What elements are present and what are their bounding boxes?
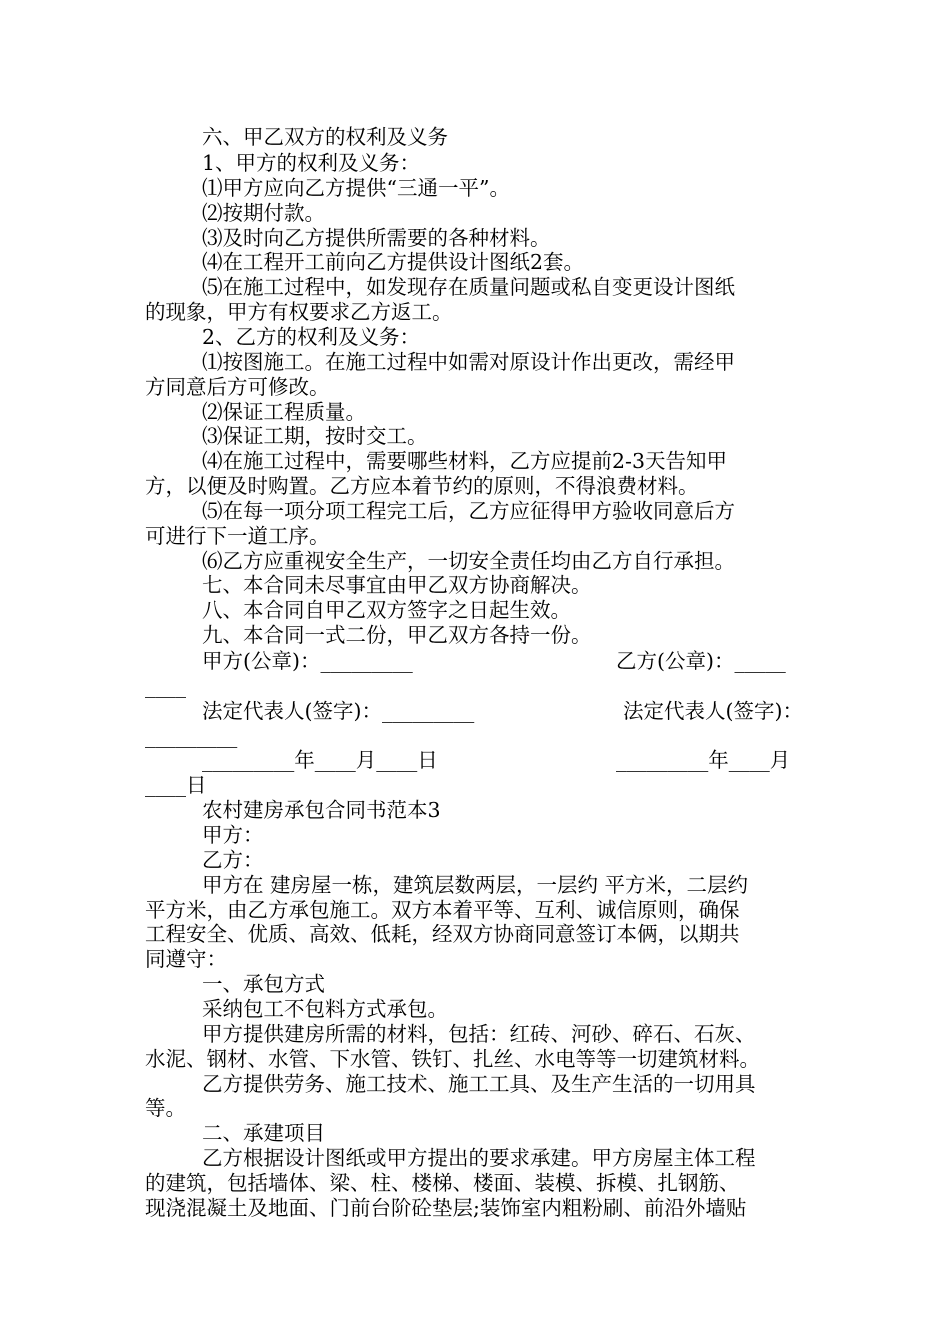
party-a-representative-line: 法定代表人(签字)：_________ [202,699,475,723]
party-a-line: 甲方： [202,823,264,847]
party-a-seal-line: 甲方(公章)：_________ [202,649,413,673]
subsection-heading: 1、甲方的权利及义务： [202,151,421,175]
party-b-date-line-continued: ____日 [145,773,207,797]
paragraph-line: 工程安全、优质、高效、低耗，经双方协商同意签订本俩，以期共 [145,922,740,946]
clause-line: 方同意后方可修改。 [145,375,330,399]
paragraph-line: 现浇混凝土及地面、门前台阶砼垫层;装饰室内粗粉刷、前沿外墙贴 [145,1196,747,1220]
paragraph-line: 水泥、钢材、水管、下水管、铁钉、扎丝、水电等等一切建筑材料。 [145,1047,760,1071]
clause-line: ⑶保证工期，按时交工。 [202,424,428,448]
clause-line: 方，以便及时购置。乙方应本着节约的原则，不得浪费材料。 [145,474,699,498]
party-a-date-line: _________年____月____日 [202,748,438,772]
paragraph-line: 甲方在 建房屋一栋，建筑层数两层，一层约 平方米，二层约 [202,873,749,897]
clause-line: ⑴按图施工。在施工过程中如需对原设计作出更改，需经甲 [202,350,735,374]
subsection-heading: 2、乙方的权利及义务： [202,325,421,349]
section-heading: 八、本合同自甲乙双方签字之日起生效。 [202,598,571,622]
clause-line: ⑶及时向乙方提供所需要的各种材料。 [202,226,551,250]
clause-line: ⑹乙方应重视安全生产，一切安全责任均由乙方自行承担。 [202,549,735,573]
party-b-date-line: _________年____月 [616,748,791,772]
paragraph-line: 等。 [145,1096,186,1120]
clause-line: ⑷在施工过程中，需要哪些材料，乙方应提前2-3天告知甲 [202,449,728,473]
paragraph-line: 乙方根据设计图纸或甲方提出的要求承建。甲方房屋主体工程 [202,1146,756,1170]
clause-line: 的现象，甲方有权要求乙方返工。 [145,300,453,324]
party-b-representative-line: 法定代表人(签字)： [623,699,803,723]
paragraph-line: 的建筑，包括墙体、梁、柱、楼梯、楼面、装模、拆模、扎钢筋、 [145,1171,740,1195]
section-heading: 六、甲乙双方的权利及义务 [202,125,448,149]
party-b-seal-line: 乙方(公章)：_____ [616,649,786,673]
document-title: 农村建房承包合同书范本3 [202,798,441,822]
section-heading: 二、承建项目 [202,1121,325,1145]
section-heading: 一、承包方式 [202,972,325,996]
section-heading: 九、本合同一式二份，甲乙双方各持一份。 [202,623,592,647]
clause-line: ⑸在每一项分项工程完工后，乙方应征得甲方验收同意后方 [202,499,735,523]
paragraph-line: 同遵守： [145,947,227,971]
paragraph-line: 平方米，由乙方承包施工。双方本着平等、互利、诚信原则，确保 [145,898,740,922]
party-b-line: 乙方： [202,848,264,872]
clause-line: ⑴甲方应向乙方提供“三通一平”。 [202,176,510,200]
clause-line: ⑷在工程开工前向乙方提供设计图纸2套。 [202,250,585,274]
clause-line: ⑸在施工过程中，如发现存在质量问题或私自变更设计图纸 [202,275,735,299]
paragraph-line: 甲方提供建房所需的材料，包括：红砖、河砂、碎石、石灰、 [202,1022,756,1046]
party-b-seal-line-continued: ____ [145,674,186,698]
clause-line: ⑵按期付款。 [202,201,325,225]
clause-line: 可进行下一道工序。 [145,524,330,548]
section-heading: 七、本合同未尽事宜由甲乙双方协商解决。 [202,573,592,597]
paragraph-line: 采纳包工不包料方式承包。 [202,997,448,1021]
clause-line: ⑵保证工程质量。 [202,400,366,424]
party-b-representative-line-continued: _________ [145,724,238,748]
paragraph-line: 乙方提供劳务、施工技术、施工工具、及生产生活的一切用具 [202,1072,756,1096]
